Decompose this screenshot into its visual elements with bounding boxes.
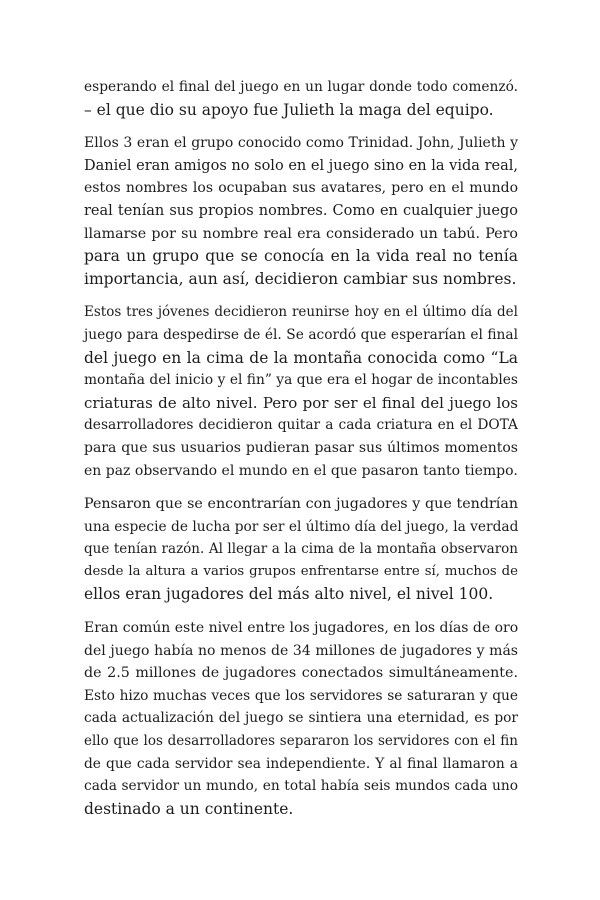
paragraph-2	[84, 132, 518, 290]
text-line: Esto hizo muchas veces que los servidores se saturaran y que	[84, 687, 518, 704]
text-line: Eran común este nivel entre los jugadores, en los días de oro	[84, 620, 519, 637]
paragraph-5	[84, 617, 518, 820]
text-line: esperando el final del juego en un lugar donde todo comenzó.	[84, 79, 518, 95]
text-line: Ellos 3 eran el grupo conocido como Trinidad. John, Julieth y	[84, 135, 518, 152]
text-line: ello que los desarrolladores separaron los servidores con el fin	[84, 733, 518, 750]
text-line: del juego había no menos de 34 millones de jugadores y más	[84, 642, 518, 659]
text-line: criaturas de alto nivel. Pero por ser el final del juego los	[84, 393, 518, 412]
paragraph-4	[84, 493, 518, 606]
text-line: llamarse por su nombre real era considerado un tabú. Pero	[84, 225, 518, 242]
book-page	[84, 76, 518, 831]
text-line: montaña del inicio y el fin” ya que era el hogar de incontables	[84, 372, 518, 389]
text-line: para un grupo que se conocía en la vida real no tenía	[84, 247, 518, 266]
text-line: de 2.5 millones de jugadores conectados simultáneamente.	[84, 665, 518, 682]
text-line: juego para despedirse de él. Se acordó que esperarían el final	[84, 326, 518, 343]
text-line: cada actualización del juego se sintiera una eternidad, es por	[84, 710, 518, 727]
text-line: importancia, aun así, decidieron cambiar sus nombres.	[84, 269, 517, 288]
text-line: desde la altura a varios grupos enfrentarse entre sí, muchos de	[84, 563, 518, 579]
text-line: destinado a un continente.	[84, 799, 294, 818]
text-line: – el que dio su apoyo fue Julieth la maga del equipo.	[84, 100, 494, 119]
text-line: una especie de lucha por ser el último día del juego, la verdad	[84, 518, 519, 535]
text-line: desarrolladores decidieron quitar a cada criatura en el DOTA	[84, 417, 518, 434]
paragraph-1	[84, 76, 518, 121]
text-line: en paz observando el mundo en el que pasaron tanto tiempo.	[84, 462, 518, 479]
text-line: Daniel eran amigos no solo en el juego sino en la vida real,	[84, 157, 518, 174]
text-line: Estos tres jóvenes decidieron reunirse hoy en el último día del	[84, 304, 518, 321]
text-line: que tenían razón. Al llegar a la cima de la montaña observaron	[84, 541, 518, 558]
text-line: del juego en la cima de la montaña conocida como “La	[84, 348, 518, 367]
text-line: de que cada servidor sea independiente. Y al final llamaron a	[84, 755, 518, 772]
text-line: estos nombres los ocupaban sus avatares, pero en el mundo	[84, 180, 518, 197]
paragraph-3	[84, 301, 518, 482]
text-line: real tenían sus propios nombres. Como en cualquier juego	[84, 202, 518, 219]
text-line: para que sus usuarios pudieran pasar sus últimos momentos	[84, 439, 518, 456]
text-line: ellos eran jugadores del más alto nivel, el nivel 100.	[84, 585, 494, 604]
text-line: Pensaron que se encontrarían con jugadores y que tendrían	[84, 496, 518, 513]
text-line: cada servidor un mundo, en total había seis mundos cada uno	[84, 778, 518, 795]
